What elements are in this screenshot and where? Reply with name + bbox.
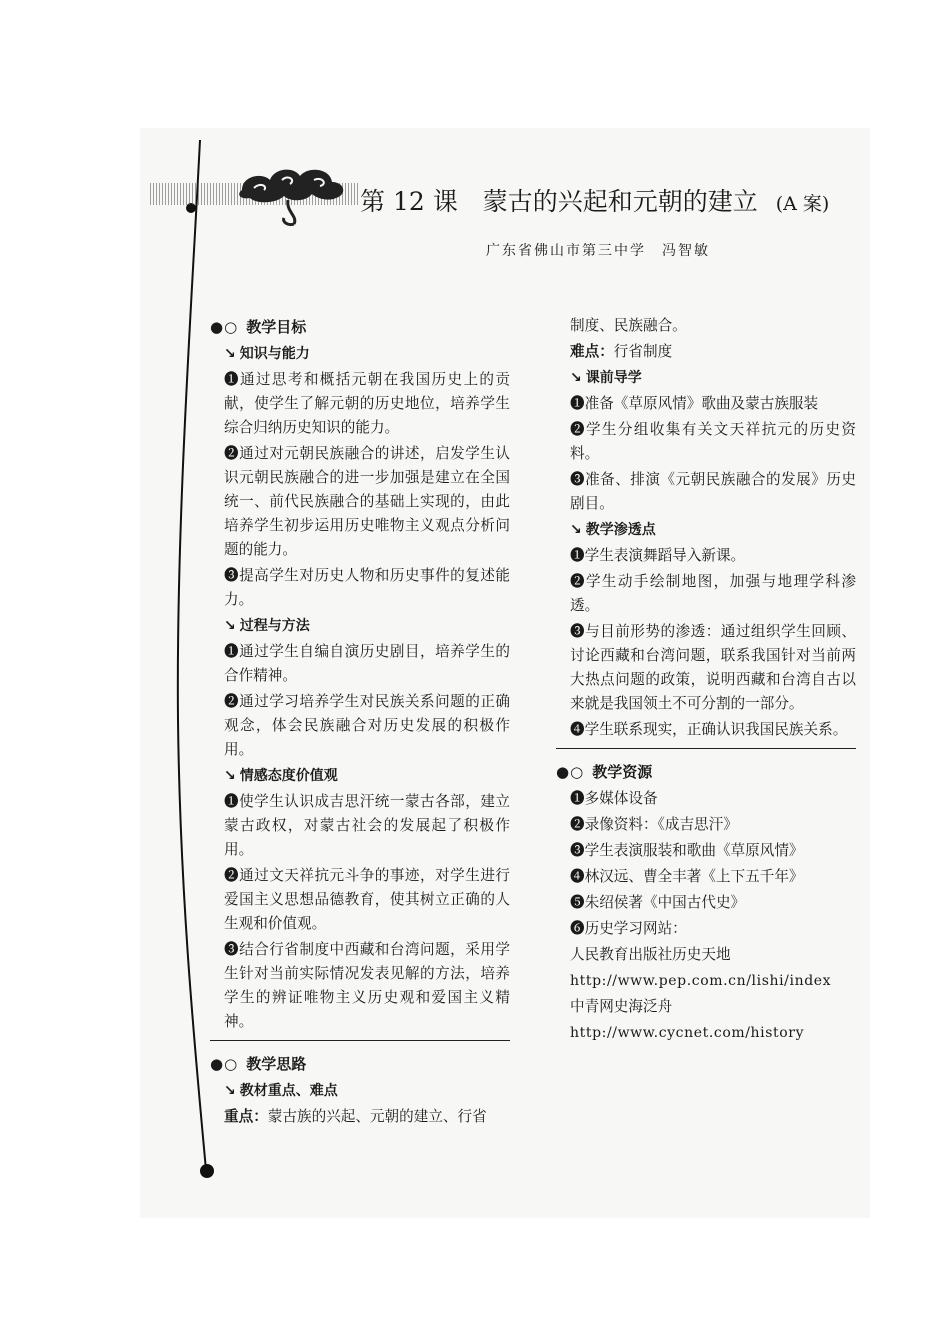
infiltration-item: ❹学生联系现实，正确认识我国民族关系。 [570,721,848,738]
arrow-icon: ↘ [570,522,582,538]
resource-item: ❶多媒体设备 [570,790,658,807]
lesson-version: (A 案) [775,193,830,215]
resource-item: ❹林汉远、曹全丰著《上下五千年》 [570,868,804,885]
infiltration-item: ❸与目前形势的渗透：通过组织学生回顾、讨论西藏和台湾问题，联系我国针对当前两大热点问题的政策，说明西藏和台湾自古以来就是我国领土不可分割的一部分。 [570,623,856,712]
resource-item: ❺朱绍侯著《中国古代史》 [570,894,746,911]
arrow-icon: ↘ [224,618,236,634]
preclass-item: ❶准备《草原风情》歌曲及蒙古族服装 [570,395,819,412]
goal-process-item: ❷通过学习培养学生对民族关系问题的正确观念，体会民族融合对历史发展的积极作用。 [224,693,510,758]
difficulty-points: 难点：行省制度 [570,343,673,360]
arrow-icon: ↘ [224,1083,236,1099]
arrow-icon: ↘ [224,346,236,362]
goal-attitude-item: ❸结合行省制度中西藏和台湾问题，采用学生针对当前实际情况发表见解的方法，培养学生的辨证唯物主义历史观和爱国主义精神。 [224,941,510,1030]
website-name: 中青网史海泛舟 [570,998,673,1015]
resource-item: ❷录像资料：《成吉思汗》 [570,816,738,833]
arrow-icon: ↘ [224,768,236,784]
subheading-attitude: ↘ 情感态度价值观 [224,768,338,784]
infiltration-item: ❶学生表演舞蹈导入新课。 [570,547,746,564]
section-dots-icon: ●○ [210,1055,239,1073]
section-heading-approach: ●○ 教学思路 [210,1055,307,1073]
website-name: 人民教育出版社历史天地 [570,946,731,963]
right-column [556,314,856,1047]
section-heading-goals: ●○ 教学目标 [210,318,307,336]
goal-knowledge-item: ❷通过对元朝民族融合的讲述，启发学生认识元朝民族融合的进一步加强是建立在全国统一、前代民族融合的基础上实现的，由此培养学生初步运用历史唯物主义观点分析问题的能力。 [224,445,510,558]
left-column [210,314,510,1131]
preclass-item: ❷学生分组收集有关文天祥抗元的历史资料。 [570,421,856,462]
key-points-continued: 制度、民族融合。 [570,317,687,334]
website-url: http://www.cycnet.com/history [570,1025,805,1041]
subheading-infiltration: ↘ 教学渗透点 [570,522,656,538]
subheading-process: ↘ 过程与方法 [224,618,310,634]
cloud-ornament-icon [232,158,352,228]
section-dots-icon: ●○ [210,318,239,336]
preclass-item: ❸准备、排演《元朝民族融合的发展》历史剧目。 [570,471,856,512]
goal-knowledge-item: ❸提高学生对历史人物和历史事件的复述能力。 [224,567,510,608]
section-heading-resources: ●○ 教学资源 [556,763,653,781]
resource-item: ❻历史学习网站： [570,920,687,937]
arrow-icon: ↘ [570,370,582,386]
goal-attitude-item: ❷通过文天祥抗元斗争的事迹，对学生进行爱国主义思想品德教育，使其树立正确的人生观和价值观。 [224,867,510,932]
goal-attitude-item: ❶使学生认识成吉思汗统一蒙古各部，建立蒙古政权，对蒙古社会的发展起了积极作用。 [224,793,510,858]
website-url: http://www.pep.com.cn/lishi/index [570,973,832,989]
author-line: 广东省佛山市第三中学 冯智敏 [486,243,710,259]
lesson-title [360,182,829,218]
section-divider [210,1040,510,1041]
section-divider [556,748,856,749]
goal-process-item: ❶通过学生自编自演历史剧目，培养学生的合作精神。 [224,643,510,684]
subheading-focus: ↘ 教材重点、难点 [224,1083,338,1099]
lesson-title-text: 第 12 课 蒙古的兴起和元朝的建立 [360,187,758,216]
resource-item: ❸学生表演服装和歌曲《草原风情》 [570,842,804,859]
key-points: 重点：蒙古族的兴起、元朝的建立、行省 [224,1108,487,1125]
goal-knowledge-item: ❶通过思考和概括元朝在我国历史上的贡献，使学生了解元朝的历史地位，培养学生综合归纳历史知识的能力。 [224,371,510,436]
infiltration-item: ❷学生动手绘制地图，加强与地理学科渗透。 [570,573,856,614]
section-dots-icon: ●○ [556,763,585,781]
subheading-knowledge: ↘ 知识与能力 [224,346,310,362]
subheading-preclass: ↘ 课前导学 [570,370,642,386]
margin-dot-bottom [200,1164,214,1178]
